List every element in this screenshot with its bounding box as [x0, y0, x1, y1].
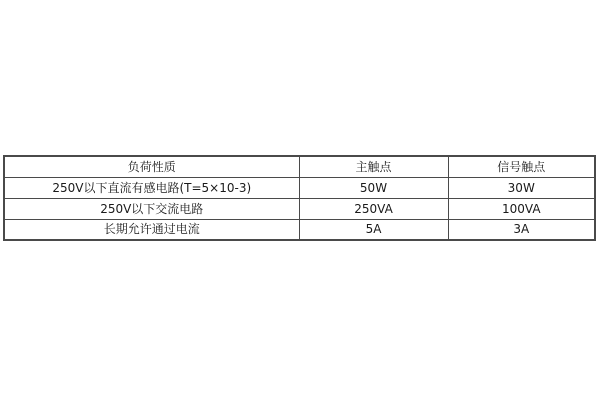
table-row [4, 177, 595, 198]
cell-load-type: 长期允许通过电流 [4, 219, 299, 240]
column-header-signal-contact: 信号触点 [448, 156, 595, 177]
cell-signal-contact-value: 3A [448, 219, 595, 240]
column-header-load-type: 负荷性质 [4, 156, 299, 177]
load-spec-table [3, 155, 596, 241]
cell-load-type: 250V以下交流电路 [4, 198, 299, 219]
table-row [4, 219, 595, 240]
cell-signal-contact-value: 30W [448, 177, 595, 198]
cell-signal-contact-value: 100VA [448, 198, 595, 219]
table-header-row [4, 156, 595, 177]
column-header-main-contact: 主触点 [299, 156, 448, 177]
cell-main-contact-value: 250VA [299, 198, 448, 219]
cell-main-contact-value: 5A [299, 219, 448, 240]
cell-main-contact-value: 50W [299, 177, 448, 198]
table-row [4, 198, 595, 219]
cell-load-type: 250V以下直流有感电路(T=5×10-3) [4, 177, 299, 198]
